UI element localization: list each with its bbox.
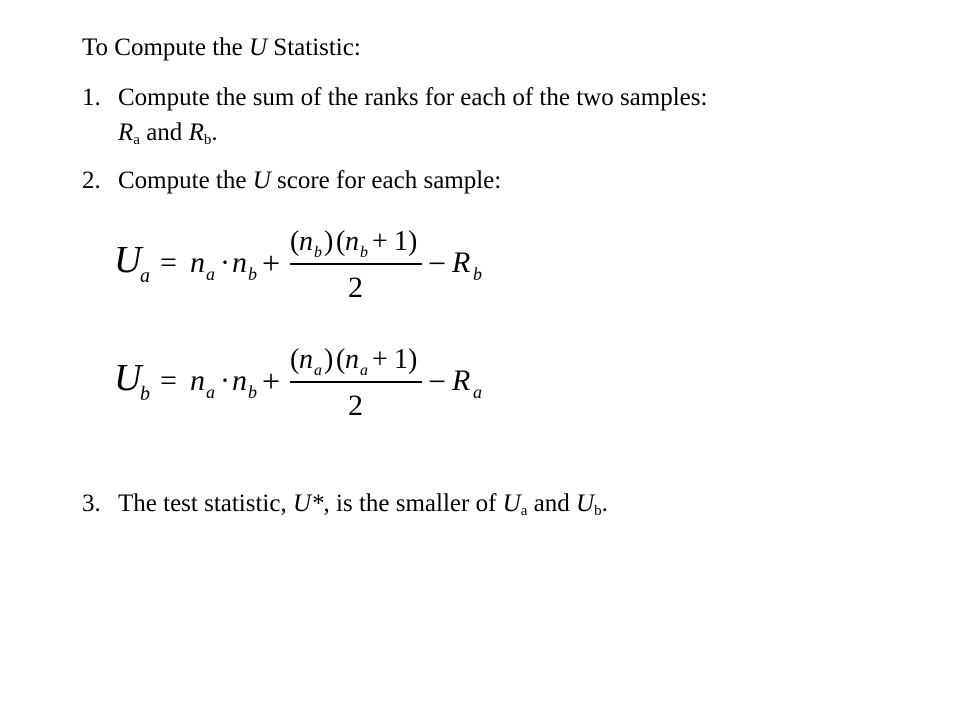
n-symbol: n	[299, 226, 313, 257]
lhs-sub: a	[140, 265, 150, 287]
lhs-sub: b	[140, 383, 150, 405]
n-sub-b: b	[248, 382, 257, 402]
plus-sign: +	[262, 363, 281, 399]
n-symbol: n	[232, 364, 247, 397]
n-sub: b	[360, 244, 368, 261]
n-sub-a: a	[206, 382, 215, 402]
n-symbol: n	[232, 246, 247, 279]
close-paren: )	[324, 344, 334, 375]
heading-u: U	[248, 34, 268, 61]
open-paren: (	[336, 226, 346, 257]
n-symbol: n	[345, 226, 359, 257]
formula-u-a	[110, 222, 510, 302]
step-2-before: Compute the	[118, 167, 253, 194]
n-symbol: n	[190, 364, 205, 397]
subscript-a: a	[133, 132, 140, 148]
u-symbol: U	[576, 490, 595, 517]
dot-operator: ·	[220, 364, 230, 397]
n-sub-a: a	[206, 264, 215, 284]
denominator: 2	[348, 389, 363, 420]
n-sub: b	[314, 244, 322, 261]
close-paren: )	[408, 226, 418, 257]
one: 1	[394, 344, 408, 375]
step-3-mid: , is the smaller of	[323, 490, 503, 517]
formula-u-b-svg	[110, 340, 510, 420]
heading	[82, 33, 361, 63]
plus-sign: +	[372, 226, 388, 257]
dot-operator: ·	[220, 246, 230, 279]
subscript-b: b	[594, 503, 602, 519]
heading-prefix: To Compute the	[82, 34, 249, 61]
step-2-after: score for each sample:	[270, 167, 502, 194]
u-star: U*	[292, 490, 324, 517]
r-symbol: R	[452, 246, 471, 279]
step-3-number: 3.	[82, 490, 101, 517]
plus-sign: +	[262, 245, 281, 281]
formula-u-b	[110, 340, 510, 420]
close-paren: )	[408, 344, 418, 375]
equals-sign: =	[160, 246, 177, 279]
u-symbol: U	[252, 167, 271, 194]
subscript-b: b	[203, 132, 212, 148]
open-paren: (	[336, 344, 346, 375]
and-text: and	[527, 490, 577, 517]
minus-sign: −	[428, 363, 447, 399]
period: .	[211, 119, 218, 146]
step-3-before: The test statistic,	[118, 490, 293, 517]
step-2-text	[118, 166, 501, 196]
lhs-u: U	[114, 239, 142, 281]
lhs-u: U	[114, 357, 142, 399]
equals-sign: =	[160, 364, 177, 397]
subscript-a: a	[520, 503, 528, 519]
n-sub: a	[314, 362, 322, 379]
formula-u-a-svg	[110, 222, 510, 302]
n-sub: a	[360, 362, 368, 379]
n-symbol: n	[299, 344, 313, 375]
r-symbol: R	[452, 364, 471, 397]
open-paren: (	[290, 226, 300, 257]
u-symbol: U	[502, 490, 521, 517]
step-1-number: 1.	[82, 84, 101, 111]
r-symbol: R	[188, 119, 204, 146]
step-1-line-2	[118, 118, 218, 148]
one: 1	[394, 226, 408, 257]
period: .	[601, 490, 608, 517]
close-paren: )	[324, 226, 334, 257]
n-symbol: n	[345, 344, 359, 375]
denominator: 2	[348, 271, 363, 302]
plus-sign: +	[372, 344, 388, 375]
open-paren: (	[290, 344, 300, 375]
n-sub-b: b	[248, 264, 257, 284]
r-sub: b	[473, 264, 482, 284]
r-symbol: R	[118, 119, 134, 146]
minus-sign: −	[428, 245, 447, 281]
and-text: and	[139, 119, 189, 146]
step-2-number: 2.	[82, 167, 101, 194]
heading-suffix: Statistic:	[267, 34, 361, 61]
n-symbol: n	[190, 246, 205, 279]
step-3-text	[118, 489, 608, 519]
r-sub: a	[473, 382, 482, 402]
step-1-line-1: Compute the sum of the ranks for each of the two samples:	[118, 84, 708, 111]
